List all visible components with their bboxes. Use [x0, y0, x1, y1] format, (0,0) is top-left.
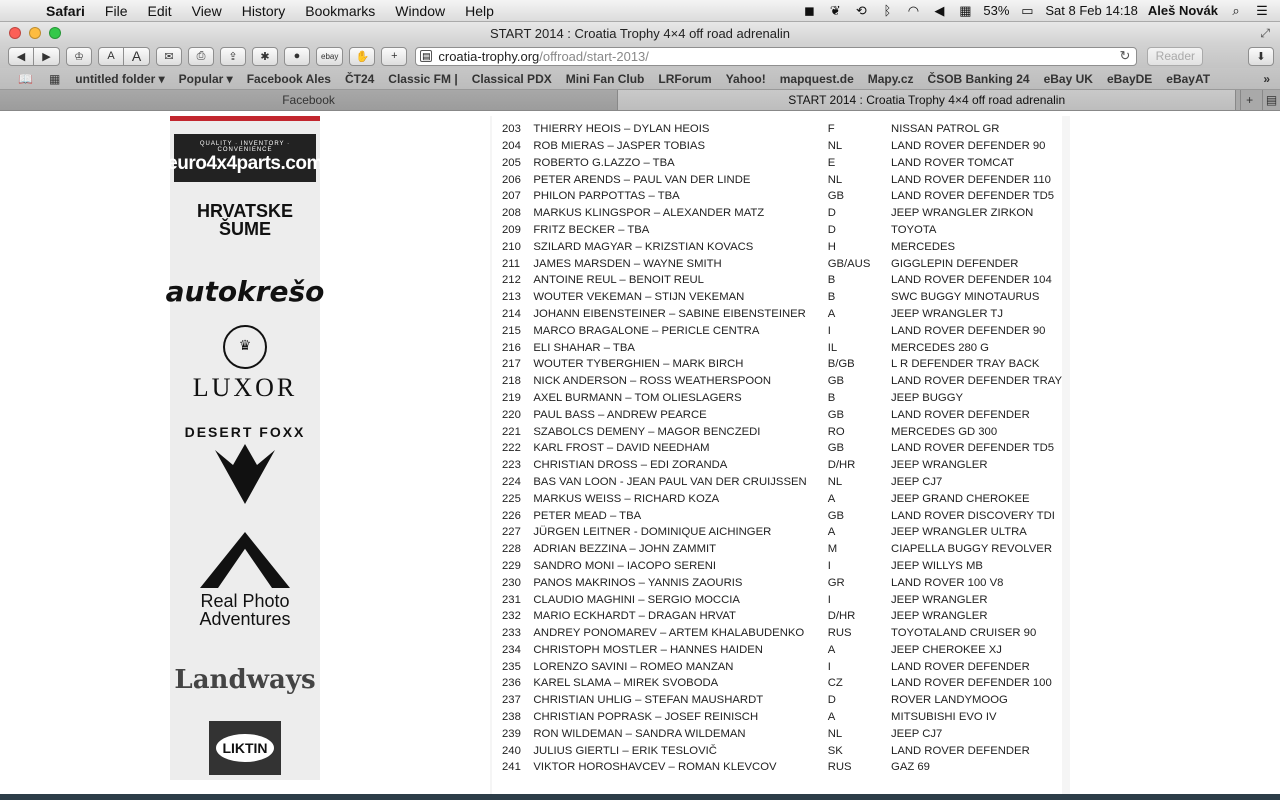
table-row: [502, 390, 1062, 407]
bookmarks-bar: [0, 68, 1280, 90]
table-row: [502, 289, 1062, 306]
entry-number: 240: [502, 744, 521, 757]
crew-names: ROBERTO G.LAZZO – TBA: [533, 156, 675, 169]
top-sites-button[interactable]: ♔: [66, 47, 92, 66]
entry-number: 237: [502, 694, 521, 707]
sponsor-logo-liktin[interactable]: LIKTIN: [170, 720, 320, 776]
entry-number: 230: [502, 576, 521, 589]
crew-names: CHRISTIAN UHLIG – STEFAN MAUSHARDT: [533, 694, 764, 707]
bookmark-ebay-uk[interactable]: eBay UK: [1043, 71, 1093, 86]
vehicle: LAND ROVER DISCOVERY TDI: [891, 509, 1055, 522]
entry-number: 213: [502, 291, 521, 304]
nationality: NL: [827, 475, 843, 488]
nationality: GB: [827, 442, 845, 455]
table-row: [502, 440, 1062, 457]
crew-names: FRITZ BECKER – TBA: [533, 223, 650, 236]
nationality: GB: [827, 375, 845, 388]
entry-list-table: [502, 116, 1062, 776]
entry-number: 241: [502, 761, 521, 774]
vehicle: LAND ROVER DEFENDER: [891, 408, 1030, 421]
crew-names: MARKUS WEISS – RICHARD KOZA: [533, 492, 720, 505]
main-column: [490, 116, 1070, 794]
table-row: [502, 490, 1062, 507]
table-row: [502, 373, 1062, 390]
forward-button[interactable]: ▶: [34, 47, 60, 66]
nationality: IL: [827, 341, 838, 354]
crew-names: NICK ANDERSON – ROSS WEATHERSPOON: [533, 375, 772, 388]
entry-list-panel: [492, 116, 1062, 794]
sponsor-logo-landways[interactable]: Landways: [174, 665, 316, 695]
nationality: RUS: [827, 761, 852, 774]
table-row: [502, 272, 1062, 289]
fullscreen-icon[interactable]: ⤢: [1260, 26, 1270, 40]
vehicle: NISSAN PATROL GR: [891, 123, 1000, 136]
bookmark-csob[interactable]: ČSOB Banking 24: [927, 71, 1030, 86]
entry-number: 238: [502, 711, 521, 724]
evernote-icon[interactable]: ❦: [829, 2, 841, 18]
entry-number: 204: [502, 139, 521, 152]
vehicle: JEEP WRANGLER TJ: [891, 307, 1003, 320]
nationality: D: [827, 694, 836, 707]
crew-names: VIKTOR HOROSHAVCEV – ROMAN KLEVCOV: [533, 761, 777, 774]
crew-names: PANOS MAKRINOS – YANNIS ZAOURIS: [533, 576, 743, 589]
bookmark-mini-fan-club[interactable]: Mini Fan Club: [565, 71, 645, 86]
crew-names: WOUTER VEKEMAN – STIJN VEKEMAN: [533, 291, 745, 304]
vehicle: LAND ROVER DEFENDER 90: [891, 139, 1046, 152]
bookmark-ct24[interactable]: ČT24: [344, 71, 375, 86]
nationality: CZ: [827, 677, 843, 690]
vehicle: JEEP WILLYS MB: [891, 559, 983, 572]
vehicle: JEEP WRANGLER: [891, 459, 988, 472]
bookmarks-overflow-icon[interactable]: »: [1263, 71, 1270, 86]
menu-view[interactable]: View: [191, 2, 222, 19]
bookmark-yahoo[interactable]: Yahoo!: [725, 71, 766, 86]
entry-number: 203: [502, 123, 521, 136]
nationality: GB: [827, 408, 845, 421]
page-content: [0, 116, 1280, 794]
tab-facebook[interactable]: Facebook: [0, 90, 618, 110]
table-row: [502, 524, 1062, 541]
crew-names: SZILARD MAGYAR – KRIZSTIAN KOVACS: [533, 240, 754, 253]
entry-number: 208: [502, 207, 521, 220]
crew-names: CLAUDIO MAGHINI – SERGIO MOCCIA: [533, 593, 740, 606]
vehicle: LAND ROVER DEFENDER: [891, 744, 1030, 757]
reading-list-icon[interactable]: 📖: [18, 71, 33, 86]
entry-number: 211: [502, 257, 521, 270]
bookmark-mapquest[interactable]: mapquest.de: [779, 71, 854, 86]
vehicle: MERCEDES GD 300: [891, 425, 998, 438]
bookmark-ebay-at[interactable]: eBayAT: [1166, 71, 1211, 86]
clock[interactable]: Sat 8 Feb 14:18: [1045, 3, 1138, 18]
nationality: A: [827, 307, 836, 320]
vehicle: LAND ROVER DEFENDER TD5: [891, 190, 1055, 203]
user-name[interactable]: Aleš Novák: [1147, 3, 1218, 18]
table-row: [502, 474, 1062, 491]
table-row: [502, 692, 1062, 709]
table-row: [502, 356, 1062, 373]
menu-app-name[interactable]: Safari: [46, 2, 85, 19]
vehicle: LAND ROVER DEFENDER TRAY: [891, 375, 1062, 388]
vehicle: TOYOTALAND CRUISER 90: [891, 627, 1037, 640]
vehicle: JEEP CJ7: [891, 727, 943, 740]
vehicle: LAND ROVER DEFENDER 90: [891, 324, 1046, 337]
crew-names: THIERRY HEOIS – DYLAN HEOIS: [533, 123, 710, 136]
bookmark-classic-fm[interactable]: Classic FM |: [388, 71, 458, 86]
crew-names: CHRISTIAN POPRASK – JOSEF REINISCH: [533, 711, 759, 724]
crew-names: SANDRO MONI – IACOPO SERENI: [533, 559, 717, 572]
vehicle: SWC BUGGY MINOTAURUS: [891, 291, 1040, 304]
flag-icon[interactable]: ▦: [959, 2, 972, 18]
vehicle: LAND ROVER DEFENDER TD5: [891, 442, 1055, 455]
vehicle: JEEP WRANGLER ULTRA: [891, 526, 1027, 539]
table-row: [502, 675, 1062, 692]
crew-names: LORENZO SAVINI – ROMEO MANZAN: [533, 660, 734, 673]
bookmark-lrforum[interactable]: LRForum: [658, 71, 712, 86]
adobe-icon[interactable]: ◼: [803, 2, 815, 18]
entry-number: 210: [502, 240, 521, 253]
reload-icon[interactable]: ↻: [1119, 48, 1131, 63]
tab-bar: [0, 90, 1280, 111]
nationality: A: [827, 492, 836, 505]
entry-number: 229: [502, 559, 521, 572]
battery-icon[interactable]: ▭: [1021, 2, 1034, 18]
crew-names: BAS VAN LOON - JEAN PAUL VAN DER CRUIJSSEN: [533, 475, 807, 488]
crew-names: CHRISTOPH MOSTLER – HANNES HAIDEN: [533, 643, 763, 656]
time-machine-icon[interactable]: ⟲: [855, 2, 867, 18]
extension-pin-button[interactable]: ●: [284, 47, 310, 66]
bluetooth-icon[interactable]: ᛒ: [883, 2, 892, 18]
crew-names: PETER ARENDS – PAUL VAN DER LINDE: [533, 173, 751, 186]
crew-names: AXEL BURMANN – TOM OLIESLAGERS: [533, 391, 742, 404]
print-button[interactable]: ⎙: [188, 47, 214, 66]
crew-names: PAUL BASS – ANDREW PEARCE: [533, 408, 707, 421]
bookmark-ebay-de[interactable]: eBayDE: [1106, 71, 1153, 86]
entry-number: 228: [502, 543, 521, 556]
fox-head-icon: [215, 444, 275, 504]
crew-names: JAMES MARSDEN – WAYNE SMITH: [533, 257, 722, 270]
bookmark-folder-untitled[interactable]: untitled folder ▾: [75, 71, 165, 86]
new-tab-plus-icon[interactable]: +: [1240, 90, 1258, 110]
desktop-background: [0, 794, 1280, 800]
nationality: SK: [827, 744, 843, 757]
vehicle: LAND ROVER TOMCAT: [891, 156, 1015, 169]
table-row: [502, 507, 1062, 524]
nationality: NL: [827, 727, 843, 740]
zoom-window-button[interactable]: [49, 27, 61, 39]
vehicle: L R DEFENDER TRAY BACK: [891, 358, 1040, 371]
mountain-icon: [200, 532, 290, 588]
extension-bug-button[interactable]: ✱: [252, 47, 278, 66]
entry-number: 214: [502, 307, 521, 320]
entry-number: 226: [502, 509, 521, 522]
table-row: [502, 339, 1062, 356]
table-row: [502, 725, 1062, 742]
notification-center-icon[interactable]: ☰: [1256, 2, 1268, 18]
vehicle: MITSUBISHI EVO IV: [891, 711, 997, 724]
crew-names: JULIUS GIERTLI – ERIK TESLOVIČ: [533, 744, 717, 757]
table-row: [502, 423, 1062, 440]
wifi-icon[interactable]: ◠: [907, 2, 920, 18]
crew-names: RON WILDEMAN – SANDRA WILDEMAN: [533, 727, 746, 740]
sponsor-logo-euro4x4parts[interactable]: QUALITY · INVENTORY · CONVENIENCE euro4x4parts.com: [170, 133, 320, 183]
entry-number: 239: [502, 727, 521, 740]
vehicle: JEEP WRANGLER: [891, 610, 988, 623]
entry-number: 220: [502, 408, 521, 421]
nationality: M: [827, 543, 838, 556]
entry-number: 221: [502, 425, 521, 438]
nationality: A: [827, 643, 836, 656]
battery-percent[interactable]: 53%: [983, 3, 1010, 18]
vehicle: MERCEDES 280 G: [891, 341, 989, 354]
vehicle: JEEP CJ7: [891, 475, 943, 488]
volume-icon[interactable]: ◀: [934, 2, 945, 18]
table-row: [502, 541, 1062, 558]
entry-number: 206: [502, 173, 521, 186]
table-row: [502, 642, 1062, 659]
table-row: [502, 222, 1062, 239]
table-row: [502, 188, 1062, 205]
title-bar: [0, 22, 1280, 44]
crew-names: MARCO BRAGALONE – PERICLE CENTRA: [533, 324, 760, 337]
table-row: [502, 558, 1062, 575]
bookmark-facebook-ales[interactable]: Facebook Ales: [246, 71, 331, 86]
sponsor-logo-auto-kreso[interactable]: autokrešo: [165, 274, 325, 308]
entry-number: 227: [502, 526, 521, 539]
vehicle: LAND ROVER DEFENDER: [891, 660, 1030, 673]
entry-number: 205: [502, 156, 521, 169]
crew-names: ANDREY PONOMAREV – ARTEM KHALABUDENKO: [533, 627, 805, 640]
nationality: GB/AUS: [827, 257, 871, 270]
menu-file[interactable]: File: [104, 2, 128, 19]
table-row: [502, 759, 1062, 776]
table-row: [502, 255, 1062, 272]
address-bar[interactable]: [415, 47, 1137, 66]
bookmark-mapy[interactable]: Mapy.cz: [867, 71, 914, 86]
nationality: I: [827, 593, 831, 606]
site-favicon-icon: ▤: [422, 51, 431, 61]
nationality: GR: [827, 576, 845, 589]
table-row: [502, 658, 1062, 675]
crew-names: CHRISTIAN DROSS – EDI ZORANDA: [533, 459, 728, 472]
table-row: [502, 138, 1062, 155]
menu-help[interactable]: Help: [465, 2, 494, 19]
table-row: [502, 171, 1062, 188]
reader-button[interactable]: Reader: [1147, 47, 1203, 66]
nationality: NL: [827, 139, 843, 152]
crew-names: ANTOINE REUL – BENOIT REUL: [533, 274, 704, 287]
crew-names: MARIO ECKHARDT – DRAGAN HRVAT: [533, 610, 736, 623]
entry-number: 223: [502, 459, 521, 472]
spotlight-search-icon[interactable]: ⌕: [1232, 2, 1240, 18]
crew-names: JÜRGEN LEITNER - DOMINIQUE AICHINGER: [533, 526, 772, 539]
vehicle: LAND ROVER DEFENDER 110: [891, 173, 1051, 186]
nationality: GB: [827, 509, 845, 522]
close-window-button[interactable]: [9, 27, 21, 39]
nationality: D: [827, 207, 836, 220]
entry-number: 236: [502, 677, 521, 690]
nationality: D: [827, 223, 836, 236]
entry-number: 234: [502, 643, 521, 656]
sponsor-logo-hrvatske-sume[interactable]: HRVATSKE ŠUME: [196, 201, 293, 239]
crew-names: ADRIAN BEZZINA – JOHN ZAMMIT: [533, 543, 717, 556]
vehicle: LAND ROVER 100 V8: [891, 576, 1004, 589]
table-row: [502, 709, 1062, 726]
status-area: [801, 3, 1280, 18]
vehicle: JEEP WRANGLER: [891, 593, 988, 606]
share-button[interactable]: ⇪: [220, 47, 246, 66]
crew-names: WOUTER TYBERGHIEN – MARK BIRCH: [533, 358, 744, 371]
entry-number: 209: [502, 223, 521, 236]
crew-names: ELI SHAHAR – TBA: [533, 341, 635, 354]
nationality: A: [827, 526, 836, 539]
menu-history[interactable]: History: [241, 2, 286, 19]
crew-names: PHILON PARPOTTAS – TBA: [533, 190, 680, 203]
font-smaller-button[interactable]: A: [98, 47, 124, 66]
entry-number: 215: [502, 324, 521, 337]
tab-overview-icon[interactable]: ▤: [1262, 90, 1280, 110]
entry-number: 216: [502, 341, 521, 354]
crew-names: KAREL SLAMA – MIREK SVOBODA: [533, 677, 719, 690]
downloads-button[interactable]: ⬇: [1248, 47, 1274, 66]
window-title: START 2014 : Croatia Trophy 4×4 off road adrenalin: [489, 25, 791, 41]
vehicle: JEEP CHEROKEE XJ: [891, 643, 1002, 656]
nationality: A: [827, 711, 836, 724]
vehicle: JEEP GRAND CHEROKEE: [891, 492, 1030, 505]
vehicle: LAND ROVER DEFENDER 104: [891, 274, 1052, 287]
vehicle: JEEP WRANGLER ZIRKON: [891, 207, 1034, 220]
ebay-extension-button[interactable]: ebay: [316, 47, 343, 66]
table-row: [502, 406, 1062, 423]
entry-number: 219: [502, 391, 521, 404]
all-bookmarks-grid-icon[interactable]: ▦: [48, 71, 61, 86]
entry-number: 217: [502, 358, 521, 371]
entry-number: 224: [502, 475, 521, 488]
bookmark-folder-popular[interactable]: Popular ▾: [178, 71, 233, 86]
tab-croatia-trophy[interactable]: START 2014 : Croatia Trophy 4×4 off road adrenalin: [618, 90, 1236, 110]
entry-number: 235: [502, 660, 521, 673]
browser-window: [0, 22, 1280, 794]
vehicle: LAND ROVER DEFENDER 100: [891, 677, 1052, 690]
table-row: [502, 154, 1062, 171]
nationality: I: [827, 660, 831, 673]
entry-number: 231: [502, 593, 521, 606]
vehicle: GAZ 69: [891, 761, 930, 774]
nationality: B/GB: [827, 358, 855, 371]
table-row: [502, 322, 1062, 339]
nationality: RUS: [827, 627, 852, 640]
table-row: [502, 591, 1062, 608]
font-larger-button[interactable]: A: [124, 47, 150, 66]
nationality: H: [827, 240, 836, 253]
nationality: NL: [827, 173, 843, 186]
table-row: [502, 205, 1062, 222]
vehicle: TOYOTA: [891, 223, 937, 236]
nationality: I: [827, 559, 831, 572]
entry-number: 222: [502, 442, 521, 455]
crew-names: KARL FROST – DAVID NEEDHAM: [533, 442, 710, 455]
entry-number: 207: [502, 190, 521, 203]
crew-names: ROB MIERAS – JASPER TOBIAS: [533, 139, 705, 152]
crew-names: MARKUS KLINGSPOR – ALEXANDER MATZ: [533, 207, 765, 220]
nationality: D/HR: [827, 610, 856, 623]
crew-names: PETER MEAD – TBA: [533, 509, 642, 522]
crew-names: JOHANN EIBENSTEINER – SABINE EIBENSTEINER: [533, 307, 806, 320]
vehicle: CIAPELLA BUGGY REVOLVER: [891, 543, 1052, 556]
sponsor-sidebar: [165, 116, 325, 780]
entry-number: 212: [502, 274, 521, 287]
url-path: /offroad/start-2013/: [539, 48, 649, 64]
table-row: [502, 574, 1062, 591]
nationality: B: [827, 274, 836, 287]
sidebar-accent-bar: [170, 116, 320, 121]
table-row: [502, 238, 1062, 255]
nationality: GB: [827, 190, 845, 203]
email-page-button[interactable]: ✉: [156, 47, 182, 66]
back-button[interactable]: ◀: [8, 47, 34, 66]
nationality: F: [827, 123, 835, 136]
entry-number: 232: [502, 610, 521, 623]
nationality: E: [827, 156, 836, 169]
vehicle: MERCEDES: [891, 240, 956, 253]
url-host: croatia-trophy.org: [438, 48, 540, 64]
nationality: B: [827, 391, 836, 404]
system-menubar: [0, 0, 1280, 22]
table-row: [502, 306, 1062, 323]
nationality: RO: [827, 425, 845, 438]
luxor-crest-icon: ♛: [223, 325, 267, 369]
menu-window[interactable]: Window: [395, 2, 446, 19]
vehicle: JEEP BUGGY: [891, 391, 964, 404]
nationality: B: [827, 291, 836, 304]
vehicle: ROVER LANDYMOOG: [891, 694, 1008, 707]
bookmark-classical-pdx[interactable]: Classical PDX: [471, 71, 552, 86]
minimize-window-button[interactable]: [29, 27, 41, 39]
adblock-button[interactable]: ✋: [349, 47, 375, 66]
vehicle: GIGGLEPIN DEFENDER: [891, 257, 1019, 270]
table-row: [502, 608, 1062, 625]
table-row: [502, 457, 1062, 474]
entry-number: 225: [502, 492, 521, 505]
sponsor-logo-luxor[interactable]: ♛ LUXOR: [170, 326, 320, 402]
new-tab-button[interactable]: +: [381, 47, 407, 66]
entry-number: 218: [502, 375, 521, 388]
table-row: [502, 742, 1062, 759]
sponsor-logo-desert-foxx[interactable]: DESERT FOXX: [170, 416, 320, 512]
sponsor-logo-real-photo-adventures[interactable]: Real Photo Adventures: [170, 530, 320, 630]
entry-number: 233: [502, 627, 521, 640]
crew-names: SZABOLCS DEMENY – MAGOR BENCZEDI: [533, 425, 761, 438]
nationality: D/HR: [827, 459, 856, 472]
nationality: I: [827, 324, 831, 337]
table-row: [502, 625, 1062, 642]
menu-edit[interactable]: Edit: [147, 2, 172, 19]
table-row: [502, 121, 1062, 138]
browser-toolbar: [0, 44, 1280, 68]
menu-bookmarks[interactable]: Bookmarks: [305, 2, 376, 19]
